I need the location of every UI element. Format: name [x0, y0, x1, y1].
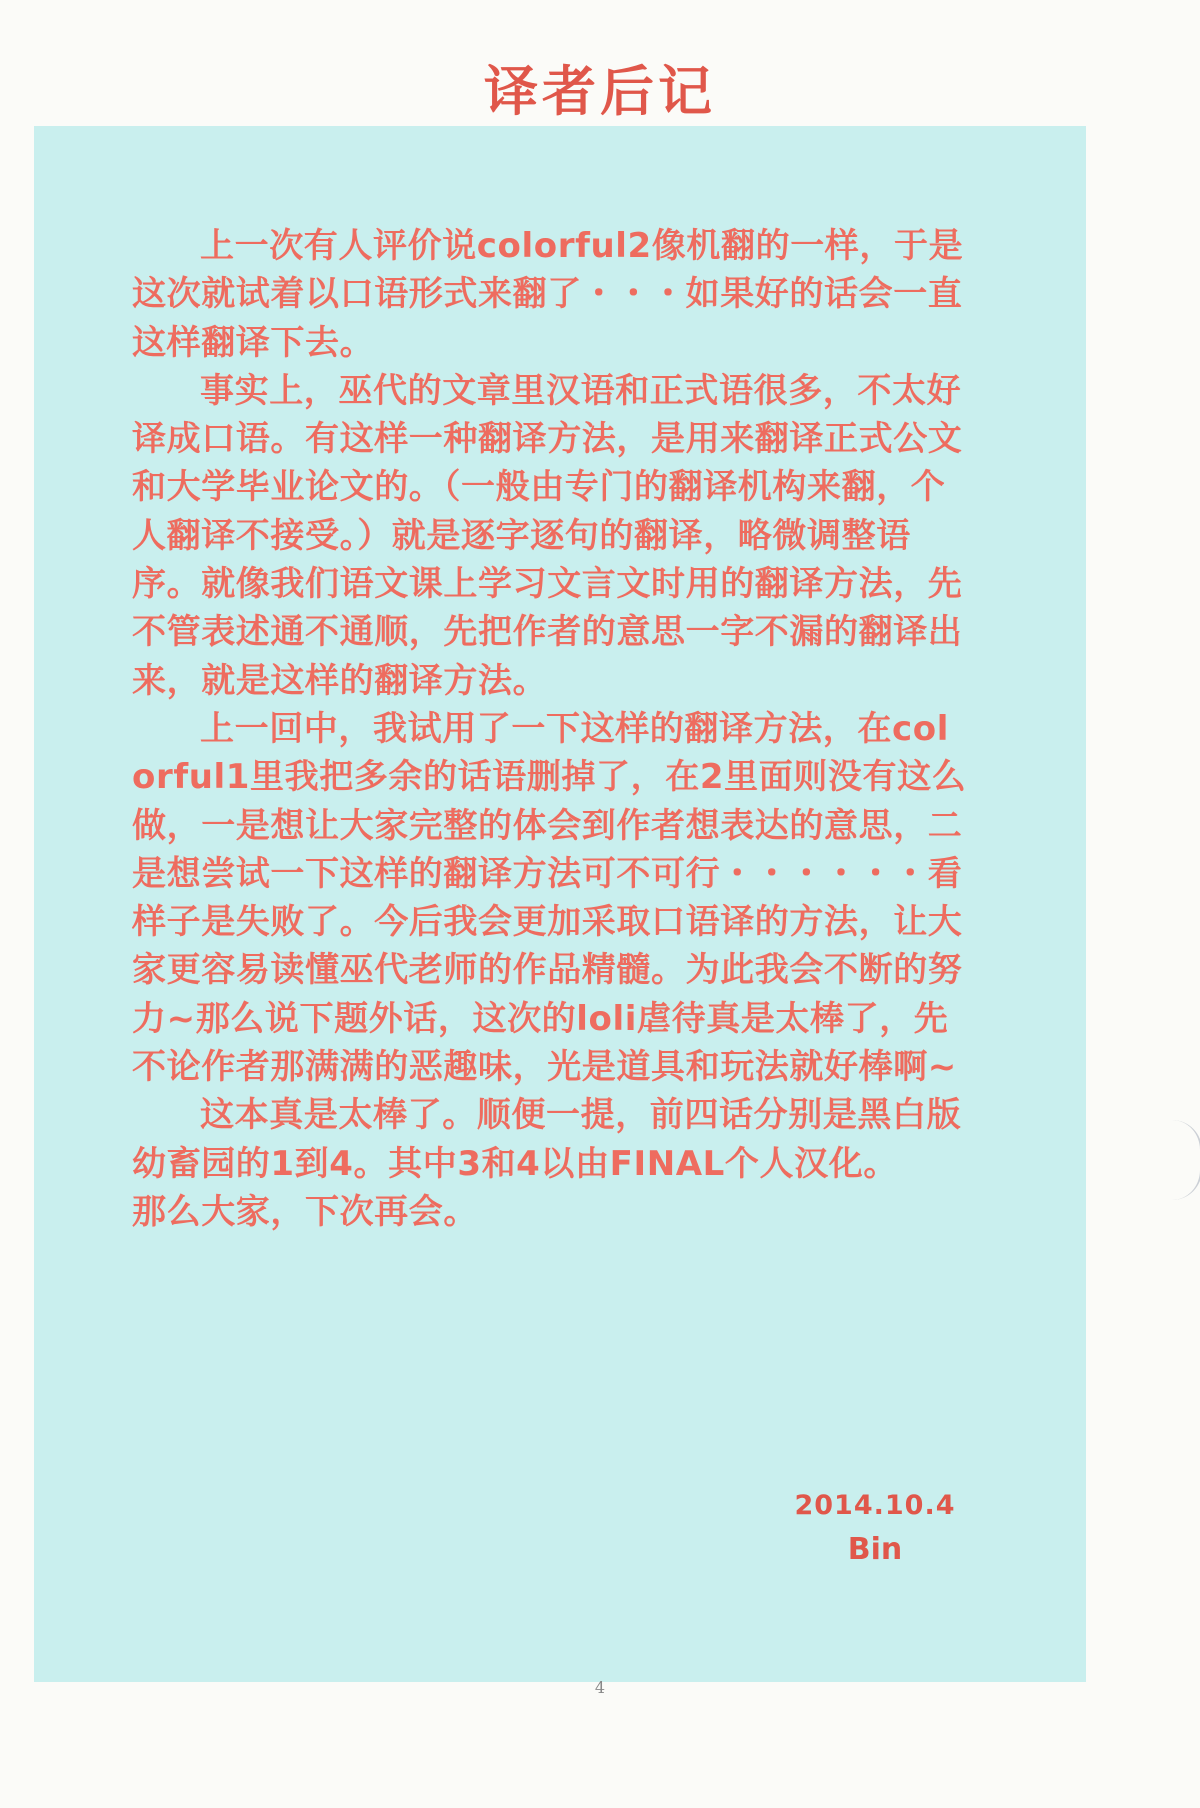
paragraph-2: 事实上，巫代的文章里汉语和正式语很多，不太好译成口语。有这样一种翻译方法，是用来翻译正式公文和大学毕业论文的。（一般由专门的翻译机构来翻，个人翻译不接受。）就是逐字逐句的翻译，略微调整语序。就像我们语文课上学习文言文时用的翻译方法，先不管表述通不通顺，先把作者的意思一字不漏的翻译出来，就是这样的翻译方法。: [132, 370, 963, 701]
signature-date: 2014.10.4: [794, 1490, 956, 1521]
paragraph-1: 上一次有人评价说colorful2像机翻的一样，于是这次就试着以口语形式来翻了・・・如果好的话会一直这样翻译下去。: [132, 226, 964, 363]
page-number: 4: [594, 1678, 606, 1697]
paragraph-4: 这本真是太棒了。顺便一提，前四话分别是黑白版幼畜园的1到4。其中3和4以由FINAL个人汉化。: [132, 1095, 962, 1184]
closing-line: 那么大家，下次再会。: [132, 1191, 478, 1232]
afterword-body: [132, 222, 972, 1236]
paragraph-3: 上一回中，我试用了一下这样的翻译方法，在colorful1里我把多余的话语删掉了，在2里面则没有这么做，一是想让大家完整的体会到作者想表达的意思，二是想尝试一下这样的翻译方法可不可行・・・・・・看样子是失败了。今后我会更加采取口语译的方法，让大家更容易读懂巫代老师的作品精髓。为此我会不断的努力~那么说下题外话，这次的loli虐待真是太棒了，先不论作者那满满的恶趣味，光是道具和玩法就好棒啊~: [132, 708, 967, 1088]
page-title: 译者后记: [484, 60, 716, 123]
scan-edge-mark: [1172, 1120, 1200, 1200]
signature-author: Bin: [847, 1532, 903, 1567]
